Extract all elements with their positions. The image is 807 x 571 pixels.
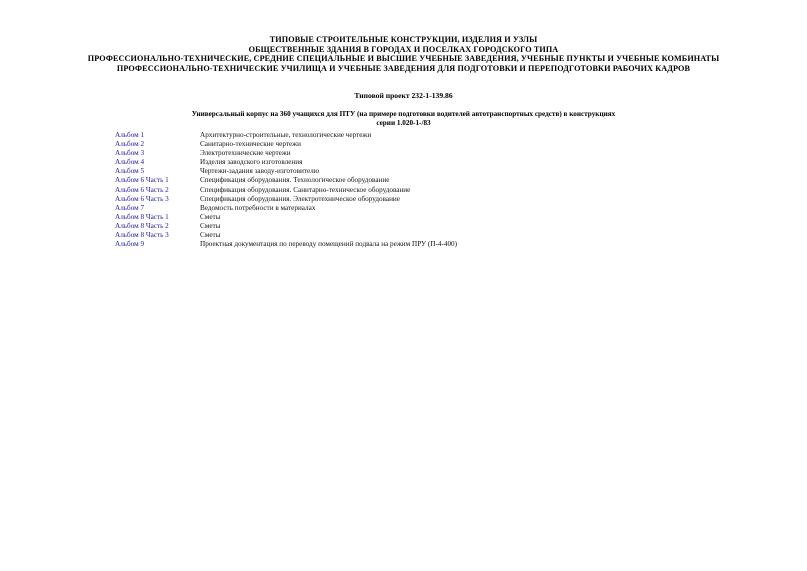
project-description [0, 110, 807, 127]
description-line-1: Универсальный корпус на 360 учащихся для ПТУ (на примере подготовки водителей автотранспортных средств) в конструкциях [191, 110, 616, 118]
album-link[interactable]: Альбом 5 [115, 167, 145, 176]
album-description: Сметы [200, 231, 221, 240]
album-row [115, 240, 457, 249]
album-link[interactable]: Альбом 8 Часть 2 [115, 221, 169, 230]
album-row [115, 176, 457, 185]
header-line-1: ТИПОВЫЕ СТРОИТЕЛЬНЫЕ КОНСТРУКЦИИ, ИЗДЕЛИЯ И УЗЛЫ [269, 35, 538, 44]
description-line-2: серии 1.020-1-/83 [376, 118, 431, 127]
album-row [115, 213, 457, 222]
album-description: Сметы [200, 212, 221, 221]
album-link[interactable]: Альбом 3 [115, 149, 145, 158]
album-link[interactable]: Альбом 7 [115, 203, 145, 212]
album-description: Спецификация оборудования. Санитарно-техническое оборудование [200, 185, 411, 194]
album-row [115, 158, 457, 167]
album-description: Санитарно-технические чертежи [200, 140, 301, 149]
album-description: Электротехнические чертежи [200, 149, 291, 158]
album-row [115, 167, 457, 176]
album-row [115, 204, 457, 213]
album-row [115, 195, 457, 204]
album-link[interactable]: Альбом 6 Часть 1 [115, 176, 169, 185]
header-line-3: ПРОФЕССИОНАЛЬНО-ТЕХНИЧЕСКИЕ, СРЕДНИЕ СПЕЦИАЛЬНЫЕ И ВЫСШИЕ УЧЕБНЫЕ ЗАВЕДЕНИЯ, УЧЕБНЫЕ ПУНКТЫ И УЧЕБНЫЕ КОМБИНАТЫ [87, 54, 720, 64]
album-link[interactable]: Альбом 8 Часть 1 [115, 212, 169, 221]
album-row [115, 131, 457, 140]
document-header [0, 35, 807, 73]
album-description: Архитектурно-строительные, технологические чертежи [200, 131, 372, 139]
album-link[interactable]: Альбом 9 [115, 240, 145, 249]
album-description: Чертежи-задания заводу-изготовителю [200, 167, 320, 176]
album-description: Сметы [200, 221, 221, 230]
album-description: Изделия заводского изготовления [200, 158, 303, 167]
album-link[interactable]: Альбом 6 Часть 3 [115, 194, 169, 203]
project-number: Типовой проект 232-1-139.86 [354, 91, 453, 100]
album-row [115, 140, 457, 149]
album-link[interactable]: Альбом 6 Часть 2 [115, 185, 169, 194]
album-description: Спецификация оборудования. Электротехническое оборудование [200, 194, 400, 203]
album-link[interactable]: Альбом 2 [115, 140, 145, 149]
album-description: Спецификация оборудования. Технологическое оборудование [200, 176, 390, 185]
album-description: Проектная документация по переводу помещений подвала на режим ПРУ (П-4-400) [200, 240, 458, 249]
album-row [115, 186, 457, 195]
album-row [115, 222, 457, 231]
album-description: Ведомость потребности в материалах [200, 203, 316, 212]
album-list [115, 131, 457, 249]
header-line-2: ОБЩЕСТВЕННЫЕ ЗДАНИЯ В ГОРОДАХ И ПОСЕЛКАХ ГОРОДСКОГО ТИПА [248, 44, 559, 54]
album-row [115, 231, 457, 240]
album-link[interactable]: Альбом 1 [115, 131, 145, 139]
header-line-4: ПРОФЕССИОНАЛЬНО-ТЕХНИЧЕСКИЕ УЧИЛИЩА И УЧЕБНЫЕ ЗАВЕДЕНИЯ ДЛЯ ПОДГОТОВКИ И ПЕРЕПОДГОТОВКИ РАБОЧИХ КАДРОВ [116, 63, 691, 73]
album-link[interactable]: Альбом 4 [115, 158, 145, 167]
album-row [115, 149, 457, 158]
album-link[interactable]: Альбом 8 Часть 3 [115, 231, 169, 240]
